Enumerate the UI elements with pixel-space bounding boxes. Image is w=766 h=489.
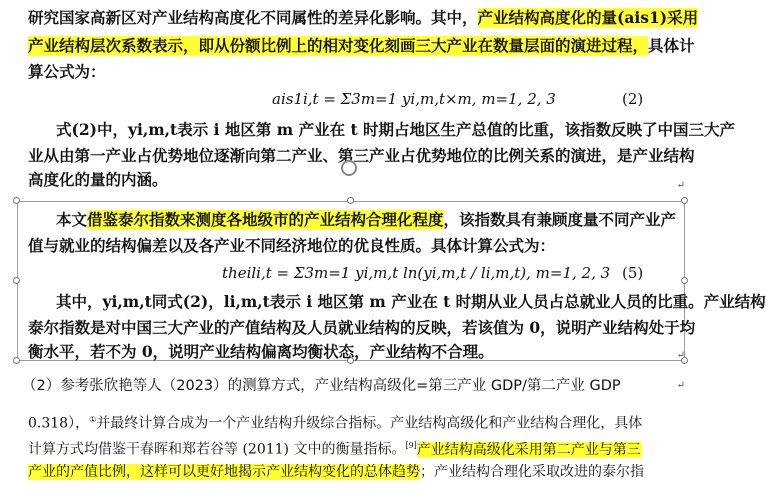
para4-line3: 衡水平，若不为 0，说明产业结构偏离均衡状态，产业结构不合理。: [28, 342, 494, 361]
para1-line1: [28, 8, 698, 28]
para5-line2: [28, 410, 642, 434]
para5-line2-tail: 并最终计算合成为一个产业结构升级综合指标。产业结构高级化和产业结构合理化，具体: [96, 415, 643, 432]
para5-line2-text: 0.318），: [28, 415, 90, 432]
para2-line3: 高度化的量的内涵。: [28, 170, 168, 189]
para3-line1-text: 本文: [56, 210, 88, 229]
para5-line4: [28, 462, 644, 482]
resize-handle-icon[interactable]: [681, 197, 688, 204]
resize-handle-icon[interactable]: [13, 197, 20, 204]
para1-line2: [28, 36, 695, 56]
para4-line1: 其中，yi,m,t同式(2)，li,m,t表示 i 地区第 m 产业在 t 时期从业人员占总就业人员的比重。产业结构: [56, 292, 766, 311]
citation-ref[interactable]: [9]: [405, 441, 417, 450]
paragraph-mark: ↵: [676, 380, 685, 391]
para5-line3-highlight: 产业结构高级化采用第二产业与第三: [416, 441, 641, 458]
para1-line1-highlight: 产业结构高度化的量(ais1)采用: [477, 8, 699, 27]
para1-line3: 算公式为：: [28, 62, 106, 81]
para2-line2: 业从由第一产业占优势地位逐渐向第二产业、第三产业占优势地位的比例关系的演进，是产业结构: [28, 146, 695, 165]
resize-handle-icon[interactable]: [13, 277, 20, 284]
para3-line1-highlight: 借鉴泰尔指数来测度各地级市的产业结构合理化程度: [87, 210, 444, 229]
para1-line2-highlight: 产业结构层次系数表示，即从份额比例上的相对变化刻画三大产业在数量层面的演进过程，: [28, 36, 649, 55]
para1-line1-text: 研究国家高新区对产业结构高度化不同属性的差异化影响。其中，: [28, 8, 478, 27]
para1-line2-text: 具体计: [648, 36, 695, 55]
resize-handle-icon[interactable]: [347, 197, 354, 204]
equation-5-number: (5): [622, 264, 644, 282]
para5-line4-tail: ；产业结构合理化采取改进的泰尔指: [420, 464, 644, 480]
para4-line2: 泰尔指数是对中国三大产业的产值结构及人员就业结构的反映，若该值为 0，说明产业结构处于均: [28, 318, 696, 337]
paragraph-mark: ↵: [676, 350, 685, 361]
para2-line1: 式(2)中，yi,m,t表示 i 地区第 m 产业在 t 时期占地区生产总值的比重，该指数反映了中国三大产: [56, 120, 736, 139]
equation-2: ais1i,t = Σ3m=1 yi,m,t×m, m=1, 2, 3: [272, 90, 556, 108]
para5-line3: [28, 436, 641, 460]
resize-handle-icon[interactable]: [13, 357, 20, 364]
para3-line1-tail: ，该指数具有兼顾度量不同产业产: [443, 210, 677, 229]
rotate-handle-icon[interactable]: [341, 160, 357, 176]
para5-line4-highlight: 产业的产值比例，这样可以更好地揭示产业结构变化的总体趋势: [28, 464, 420, 480]
para3-line2: 值与就业的结构偏差以及各产业不同经济地位的优良性质。具体计算公式为：: [28, 236, 556, 255]
equation-5: theili,t = Σ3m=1 yi,m,t ln(yi,m,t / li,m,t), m=1, 2, 3: [222, 264, 611, 282]
resize-handle-icon[interactable]: [681, 277, 688, 284]
paragraph-mark: ↵: [676, 180, 685, 191]
para5-line1: （2）参考张欣艳等人（2023）的测算方式，产业结构高级化=第三产业 GDP/第二产业 GDP: [22, 378, 621, 394]
footnote-ref[interactable]: ①: [89, 415, 97, 424]
equation-2-number: (2): [622, 90, 644, 108]
para5-line3-text: 计算方式均借鉴干春晖和郑若谷等 (2011) 文中的衡量指标。: [28, 441, 406, 458]
para3-line1: [56, 210, 676, 230]
